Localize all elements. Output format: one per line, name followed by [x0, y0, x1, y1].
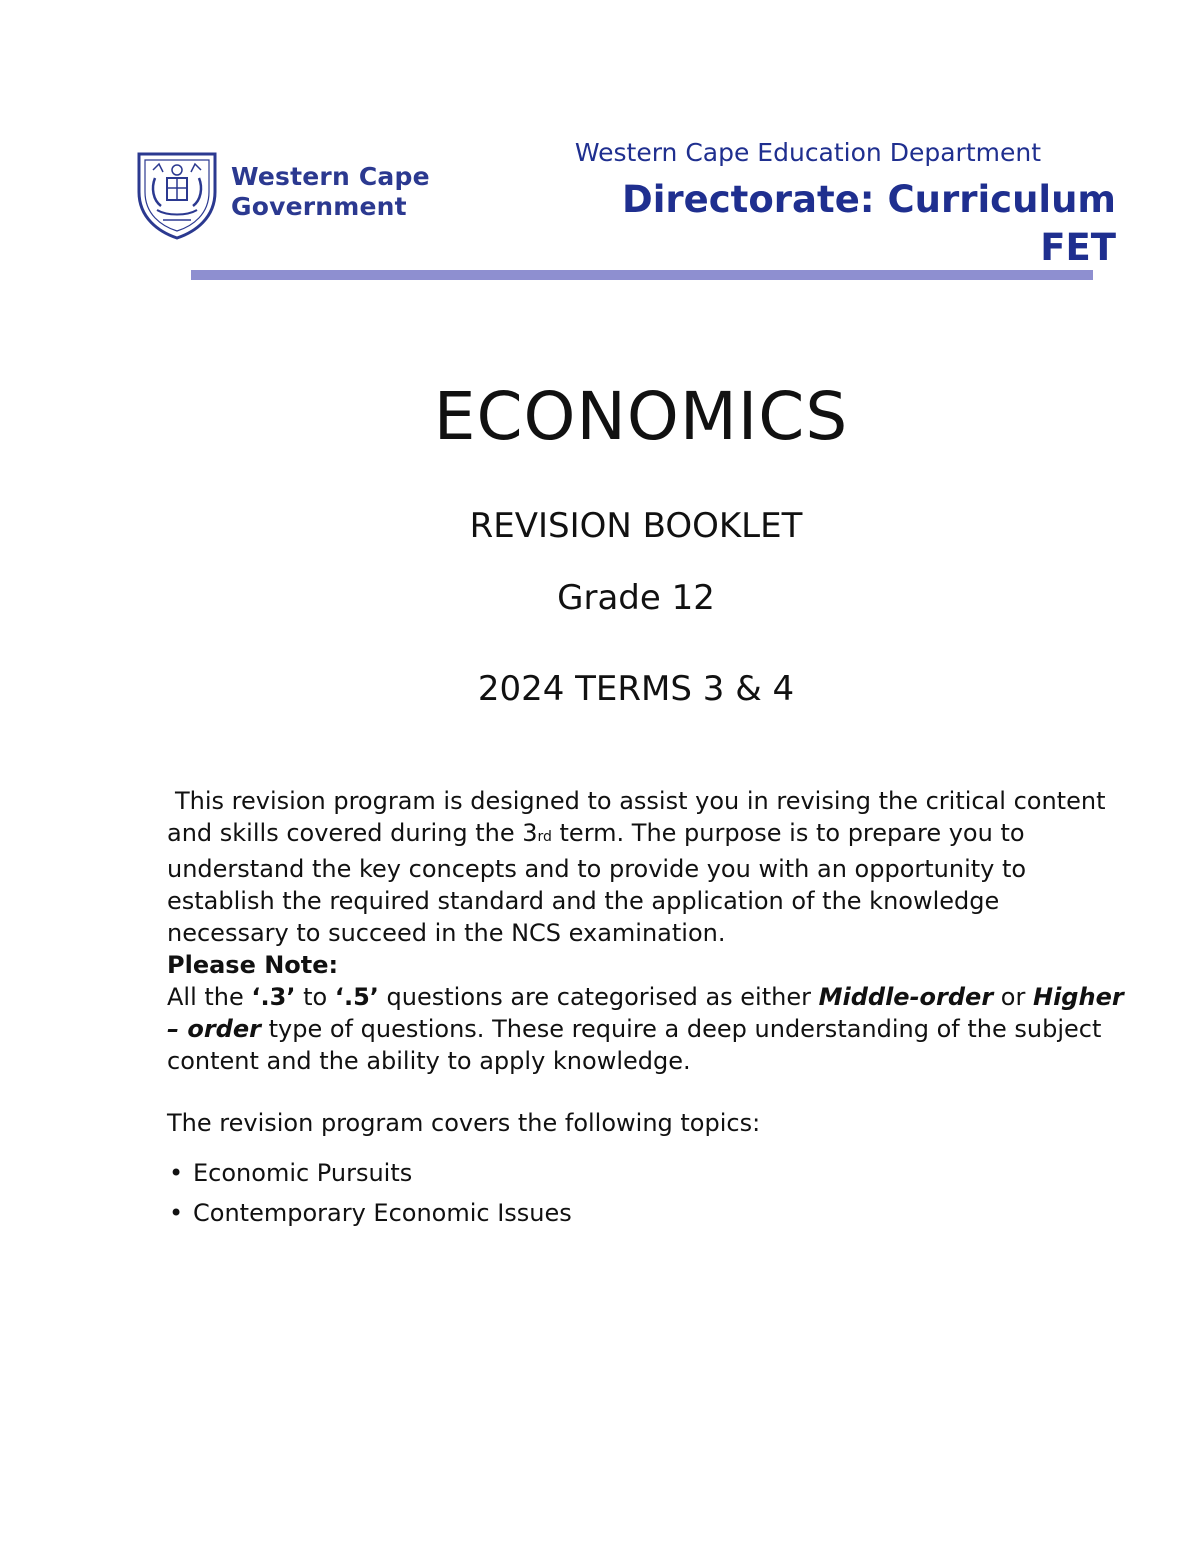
bullet-icon: •: [169, 1159, 184, 1187]
intro-body: [167, 785, 1127, 1233]
note-text-1: All the: [167, 983, 252, 1011]
logo-wordmark: [231, 162, 430, 222]
topic-label: Economic Pursuits: [193, 1159, 413, 1187]
terms-label: 2024 TERMS 3 & 4: [477, 669, 795, 709]
note-paragraph: [167, 981, 1127, 1077]
grade-label: Grade 12: [557, 578, 715, 618]
subject-title: ECONOMICS: [433, 378, 849, 455]
intro-text-a: This revision program is designed to assist you in revising the critical content and skills covered during the 3: [167, 787, 1106, 847]
note-text-2: to: [295, 983, 335, 1011]
middle-order-term: Middle-order: [818, 983, 994, 1011]
please-note-heading: Please Note:: [167, 951, 339, 979]
directorate-heading: [622, 176, 1116, 272]
coat-of-arms-icon: [133, 148, 221, 240]
directorate-line-1: Directorate: Curriculum: [622, 178, 1116, 221]
note-text-4: or: [993, 983, 1033, 1011]
note-question-start: ‘.3’: [251, 983, 296, 1011]
topics-list: [167, 1153, 1127, 1233]
note-text-5: type of questions. These require a deep understanding of the subject content and the ability to apply knowledge.: [167, 1015, 1102, 1075]
logo-line-2: Government: [231, 192, 407, 221]
logo-line-1: Western Cape: [231, 162, 430, 191]
bullet-icon: •: [169, 1199, 184, 1227]
directorate-line-2: FET: [1040, 226, 1116, 269]
topic-label: Contemporary Economic Issues: [193, 1199, 572, 1227]
list-item: [167, 1153, 1127, 1193]
list-item: [167, 1193, 1127, 1233]
topics-intro: The revision program covers the following topics:: [167, 1109, 761, 1137]
ordinal-suffix: rd: [537, 829, 552, 845]
note-question-end: ‘.5’: [334, 983, 379, 1011]
department-name: Western Cape Education Department: [574, 138, 1041, 167]
intro-paragraph: [167, 785, 1127, 949]
booklet-title: REVISION BOOKLET: [469, 506, 803, 546]
header-divider: [191, 270, 1093, 280]
note-text-3: questions are categorised as either: [378, 983, 819, 1011]
intro-text-b: term. The purpose is to prepare you to understand the key concepts and to provide you with an opportunity to establish the required standard and the application of the knowledge necessary to succeed in the NCS examination.: [167, 819, 1027, 947]
western-cape-government-logo: [133, 148, 443, 240]
higher-order-term: Higher – order: [167, 983, 1124, 1043]
